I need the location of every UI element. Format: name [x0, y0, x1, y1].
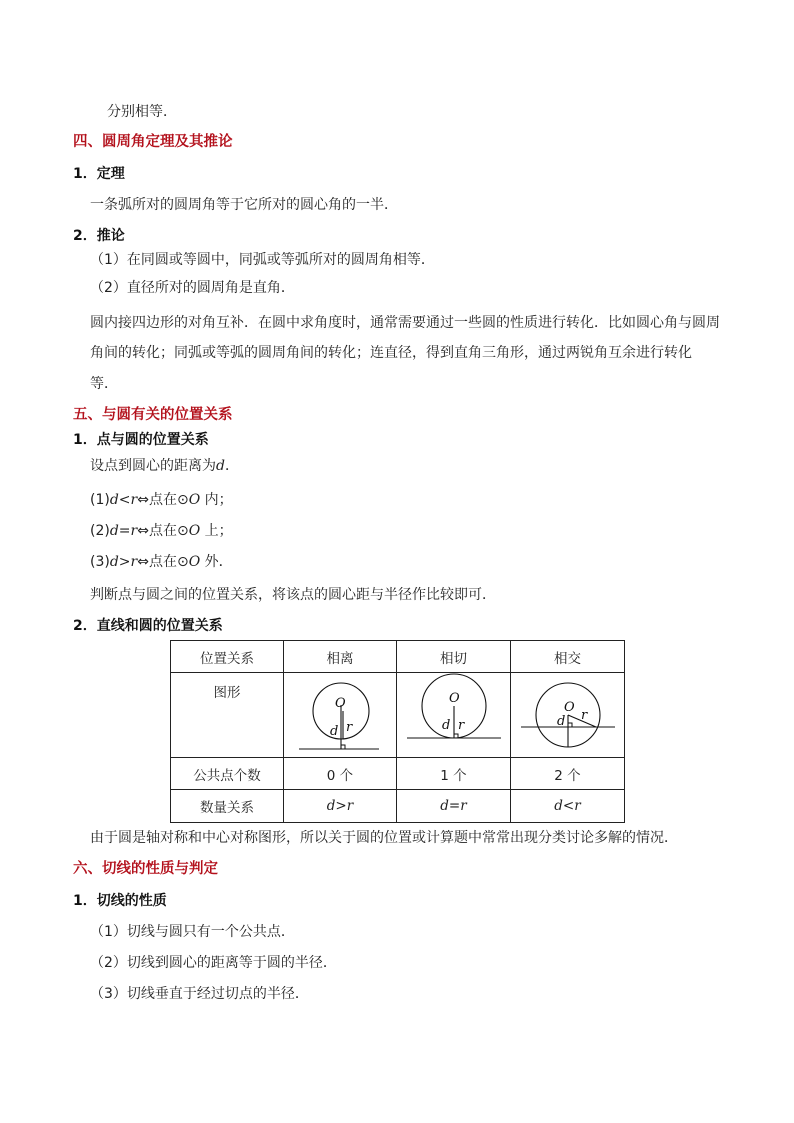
rel-2-expr: d=r — [109, 523, 138, 539]
tangent-prop-1: （1）切线与圆只有一个公共点． — [90, 924, 295, 940]
note-line-2: 角间的转化；同弧或等弧的圆周角间的转化；连直径，得到直角三角形，通过两锐角互余进行转化 — [90, 345, 692, 361]
tangent-prop-2: （2）切线到圆心的距离等于圆的半径． — [90, 955, 337, 971]
label-r: r — [581, 708, 588, 723]
label-d: d — [442, 718, 451, 733]
right-angle-mark — [341, 745, 345, 749]
table-figure-row — [171, 673, 625, 758]
figure-separate-cell — [284, 673, 397, 758]
label-o: O — [335, 696, 346, 711]
rel-2-o: O — [188, 523, 201, 539]
section-5-title: 五、与圆有关的位置关系 — [73, 407, 233, 423]
corollary-item-2: （2）直径所对的圆周角是直角． — [90, 280, 295, 296]
rel-3-end: 外． — [200, 554, 233, 570]
header-intersect: 相交 — [511, 641, 625, 673]
rel-3-text: ⇔点在⊙ — [137, 554, 189, 570]
section-4-1-title: 1．定理 — [73, 166, 125, 182]
right-angle-mark — [568, 723, 572, 727]
figure-tangent-cell — [397, 673, 511, 758]
rel-1-num: (1) — [90, 492, 110, 508]
section-5-1-title: 1．点与圆的位置关系 — [73, 432, 209, 448]
label-d: d — [330, 724, 339, 739]
quant-label: 数量关系 — [171, 790, 284, 823]
header-tangent: 相切 — [397, 641, 511, 673]
rel-1-end: 内； — [200, 492, 233, 508]
table-header-row — [171, 641, 625, 673]
label-o: O — [449, 691, 460, 706]
intro-text: 设点到圆心的距离为 — [90, 458, 216, 474]
quant-intersect: d<r — [511, 790, 625, 823]
rel-3-num: (3) — [90, 554, 110, 570]
section-6-1-title: 1．切线的性质 — [73, 893, 167, 909]
point-relation-2 — [90, 522, 233, 540]
label-d: d — [557, 714, 566, 729]
figure-tangent — [397, 673, 511, 757]
label-o: O — [564, 700, 575, 715]
figure-intersect — [511, 673, 625, 757]
rel-2-end: 上； — [200, 523, 233, 539]
rel-3-o: O — [188, 554, 201, 570]
section-6-title: 六、切线的性质与判定 — [73, 861, 218, 877]
common-label: 公共点个数 — [171, 758, 284, 790]
line-circle-table — [170, 640, 625, 823]
note-line-3: 等． — [90, 376, 118, 392]
section-5-2-title: 2．直线和圆的位置关系 — [73, 618, 223, 634]
corollary-item-1: （1）在同圆或等圆中，同弧或等弧所对的圆周角相等． — [90, 252, 435, 268]
quant-separate: d>r — [284, 790, 397, 823]
continued-text: 分别相等． — [107, 104, 177, 120]
common-tangent: 1 个 — [397, 758, 511, 790]
point-judge-text: 判断点与圆之间的位置关系，将该点的圆心距与半径作比较即可． — [90, 587, 496, 603]
point-circle-intro — [90, 457, 239, 475]
theorem-text: 一条弧所对的圆周角等于它所对的圆心角的一半． — [90, 197, 398, 213]
tangent-prop-3: （3）切线垂直于经过切点的半径． — [90, 986, 309, 1002]
intro-end: ． — [224, 458, 239, 474]
table-after-text: 由于圆是轴对称和中心对称图形，所以关于圆的位置或计算题中常常出现分类讨论多解的情况． — [90, 830, 678, 846]
figure-label-cell — [171, 673, 284, 758]
label-r: r — [346, 720, 353, 735]
rel-1-o: O — [188, 492, 201, 508]
note-line-1: 圆内接四边形的对角互补．在圆中求角度时，通常需要通过一些圆的性质进行转化．比如圆心角与圆周 — [90, 315, 720, 331]
rel-3-expr: d>r — [109, 554, 138, 570]
figure-separate — [284, 673, 397, 757]
label-r: r — [458, 718, 465, 733]
common-separate: 0 个 — [284, 758, 397, 790]
common-intersect: 2 个 — [511, 758, 625, 790]
rel-1-text: ⇔点在⊙ — [137, 492, 189, 508]
rel-1-expr: d<r — [109, 492, 138, 508]
point-relation-1 — [90, 491, 233, 509]
section-4-title: 四、圆周角定理及其推论 — [73, 134, 233, 150]
header-separate: 相离 — [284, 641, 397, 673]
rel-2-text: ⇔点在⊙ — [137, 523, 189, 539]
rel-2-num: (2) — [90, 523, 110, 539]
table-common-row — [171, 758, 625, 790]
figure-label: 图形 — [213, 685, 241, 701]
quant-tangent: d=r — [397, 790, 511, 823]
table-quant-row — [171, 790, 625, 823]
intro-var-d: d — [216, 458, 225, 474]
section-4-2-title: 2．推论 — [73, 228, 125, 244]
header-position: 位置关系 — [171, 641, 284, 673]
figure-intersect-cell — [511, 673, 625, 758]
point-relation-3 — [90, 553, 233, 571]
